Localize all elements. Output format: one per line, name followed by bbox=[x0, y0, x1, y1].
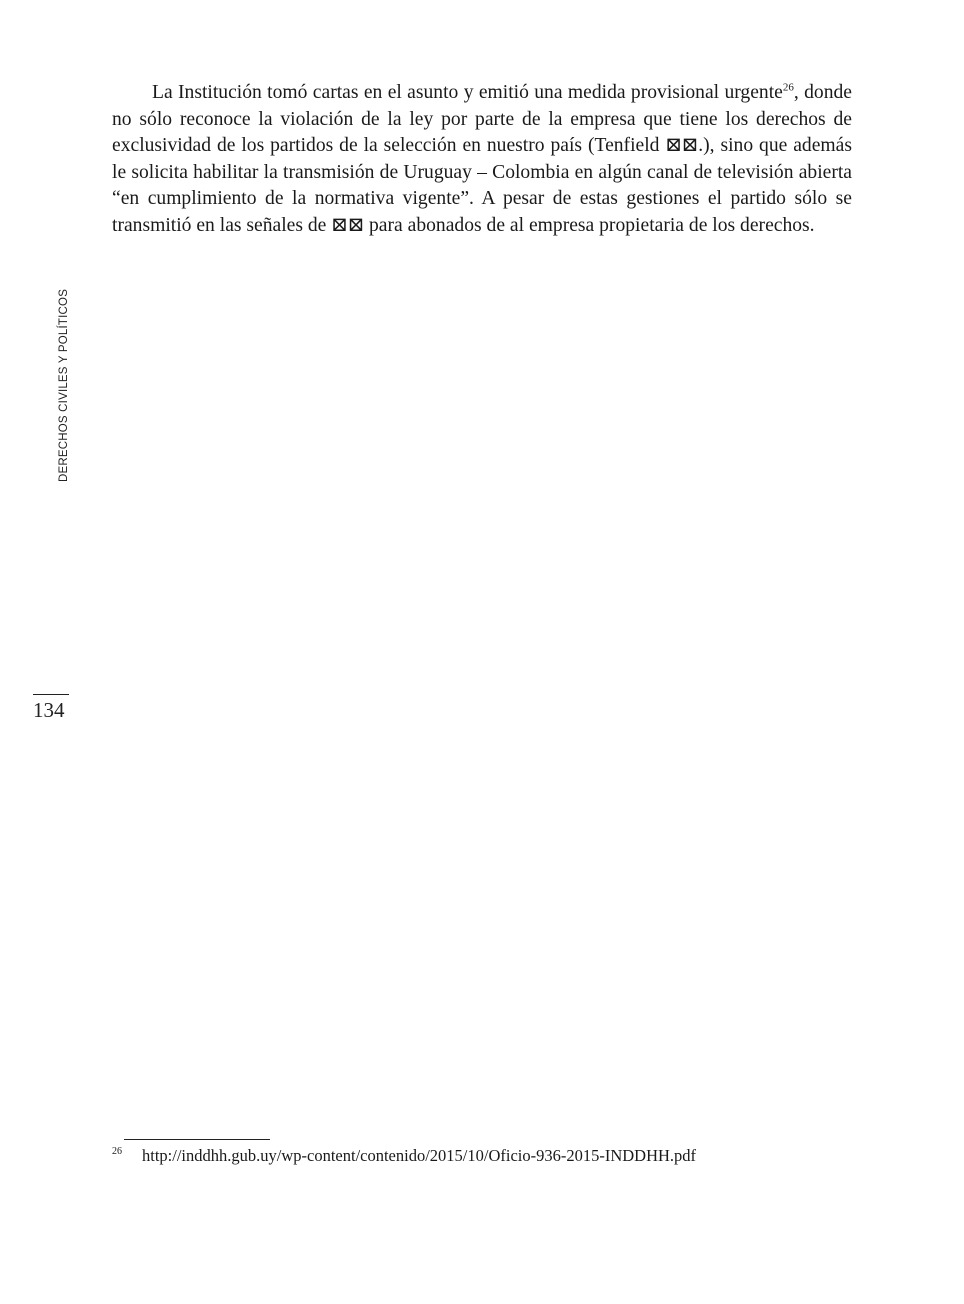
paragraph-text-after-note: , donde no sólo reconoce la violación de la ley por parte de la empresa que tiene los derechos de exclusividad de los partidos de la selección en nuestro país (Tenfield ⊠⊠.), sino que además le solicita habilitar la transmisión de Uruguay – Colombia en algún canal de televisión abierta “en cumplimiento de la normativa vigente”. A pesar de estas gestiones el partido sólo se transmitió en las señales de ⊠⊠ para abonados de al empresa propietaria de los derechos. bbox=[112, 82, 852, 236]
footnote-reference: 26 bbox=[782, 81, 794, 94]
footnote-text: http://inddhh.gub.uy/wp-content/contenido/2015/10/Oficio-936-2015-INDDHH.pdf bbox=[142, 1146, 697, 1165]
page-number: 134 bbox=[33, 698, 65, 722]
body-paragraph bbox=[112, 80, 852, 240]
paragraph-text-before-note: La Institución tomó cartas en el asunto y emitió una medida provisional urgente bbox=[152, 82, 783, 103]
footnote bbox=[112, 1145, 696, 1167]
page-number-rule bbox=[33, 694, 69, 695]
footnote-number: 26 bbox=[112, 1146, 122, 1157]
footnote-rule bbox=[124, 1139, 270, 1140]
side-running-title: DERECHOS CIVILES Y POLÍTICOS bbox=[58, 288, 70, 482]
